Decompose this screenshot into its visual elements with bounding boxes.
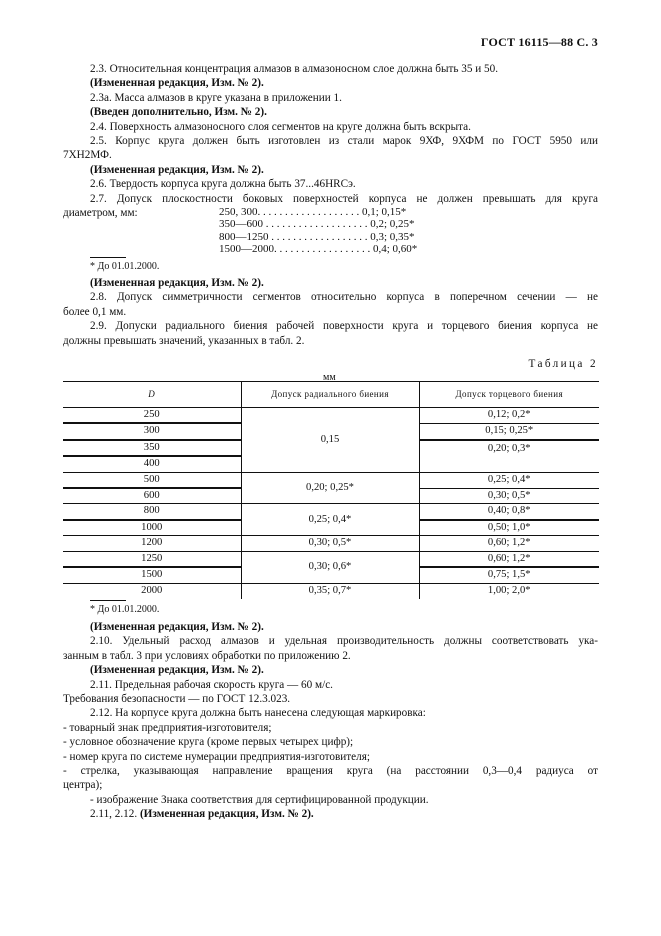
axial-cell: 0,60; 1,2* xyxy=(419,536,599,552)
paragraph-line: 2.7. Допуск плоскостности боковых поверхностей корпуса не должен превышать для круга xyxy=(90,192,598,205)
header-radial: Допуск радиального биения xyxy=(241,382,419,408)
axial-cell: 0,40; 0,8* xyxy=(419,504,599,520)
paragraph-line: 2.4. Поверхность алмазоносного слоя сегментов на круге должна быть вскрыта. xyxy=(90,120,471,133)
paragraph-line: 2.3а. Масса алмазов в круге указана в приложении 1. xyxy=(90,91,342,104)
radial-cell: 0,30; 0,5* xyxy=(241,536,419,552)
axial-cell: 0,20; 0,3* xyxy=(419,440,599,472)
table-row xyxy=(63,472,599,488)
axial-cell: 1,00; 2,0* xyxy=(487,585,531,596)
radial-cell: 0,15 xyxy=(241,408,419,473)
paragraph-line: 2.11, 2.12. (Измененная редакция, Изм. № 2). xyxy=(90,808,314,821)
footnote: * До 01.01.2000. xyxy=(90,604,160,615)
d-cell: 800 xyxy=(63,504,241,520)
axial-cell: 0,25; 0,4* xyxy=(419,472,599,488)
axial-cell: 0,60; 1,2* xyxy=(419,551,599,567)
amendment-note: (Измененная редакция, Изм. № 2). xyxy=(90,277,264,289)
table-row xyxy=(63,504,599,520)
d-cell: 1500 xyxy=(63,567,241,583)
footnote-rule xyxy=(90,257,126,258)
d-cell: 500 xyxy=(63,472,241,488)
radial-cell: 0,25; 0,4* xyxy=(241,504,419,536)
table-row xyxy=(63,408,599,424)
d-cell: 350 xyxy=(63,440,241,456)
paragraph-line: центра); xyxy=(63,779,103,792)
paragraph-line: занным в табл. 3 при условиях обработки по приложению 2. xyxy=(63,649,351,662)
table-row xyxy=(63,583,599,599)
flatness-list xyxy=(219,206,417,256)
paragraph-line: 2.12. На корпусе круга должна быть нанесена следующая маркировка: xyxy=(90,707,426,720)
runout-table xyxy=(63,381,599,599)
list-item: - изображение Знака соответствия для сертифицированной продукции. xyxy=(90,793,429,806)
paragraph-line: 2.8. Допуск симметричности сегментов относительно корпуса в поперечном сечении — не xyxy=(90,291,598,304)
paragraph-line: 2.10. Удельный расход алмазов и удельная производительность должны соответствовать ука- xyxy=(90,635,598,648)
mid-text-block xyxy=(63,276,598,348)
footnote: * До 01.01.2000. xyxy=(90,261,160,272)
header-axial: Допуск торцевого биения xyxy=(419,382,599,408)
d-cell: 1000 xyxy=(63,520,241,536)
amendment-note: (Измененная редакция, Изм. № 2). xyxy=(90,77,264,90)
top-text-block xyxy=(63,62,598,220)
paragraph-line: 2.9. Допуски радиального биения рабочей поверхности круга и торцевого биения корпуса не xyxy=(90,320,598,333)
amendment-note: (Измененная редакция, Изм. № 2). xyxy=(90,664,264,677)
header-d: D xyxy=(63,382,241,408)
d-cell: 1200 xyxy=(63,536,241,552)
list-item: 350—600 . . . . . . . . . . . . . . . . . . . 0,2; 0,25* xyxy=(219,218,415,231)
amendment-note: (Введен дополнительно, Изм. № 2). xyxy=(90,106,267,119)
d-cell: 250 xyxy=(63,408,241,424)
d-cell: 2000 xyxy=(141,585,163,596)
table-row xyxy=(63,551,599,567)
list-item: 1500—2000. . . . . . . . . . . . . . . . . . 0,4; 0,60* xyxy=(219,243,418,256)
radial-cell: 0,20; 0,25* xyxy=(241,472,419,504)
list-item: - товарный знак предприятия-изготовителя; xyxy=(63,721,272,734)
axial-cell: 0,75; 1,5* xyxy=(419,567,599,583)
paragraph-line: 2.3. Относительная концентрация алмазов в алмазоносном слое должна быть 35 и 50. xyxy=(90,63,499,75)
list-item: - стрелка, указывающая направление вращения круга (на расстоянии 0,3—0,4 радиуса от xyxy=(63,765,598,778)
table-unit: мм xyxy=(323,372,336,383)
page-header: ГОСТ 16115—88 С. 3 xyxy=(480,35,598,49)
d-cell: 1250 xyxy=(63,551,241,567)
axial-cell: 0,12; 0,2* xyxy=(419,408,599,424)
paragraph-line: Требования безопасности — по ГОСТ 12.3.023. xyxy=(63,693,291,706)
axial-cell: 0,15; 0,25* xyxy=(419,423,599,439)
paragraph-line: 2.11. Предельная рабочая скорость круга — 60 м/с. xyxy=(90,678,333,691)
radial-cell: 0,30; 0,6* xyxy=(241,551,419,583)
list-item: 250, 300. . . . . . . . . . . . . . . . . . . 0,1; 0,15* xyxy=(219,206,407,218)
axial-cell: 0,30; 0,5* xyxy=(419,488,599,504)
paragraph-line: 2.6. Твердость корпуса круга должна быть 37...46HRCэ. xyxy=(90,178,356,191)
table-header-row xyxy=(63,382,599,408)
bottom-text-block xyxy=(63,620,598,822)
amendment-note: (Измененная редакция, Изм. № 2). xyxy=(90,163,264,176)
d-cell: 400 xyxy=(63,456,241,472)
paragraph-line: более 0,1 мм. xyxy=(63,305,127,318)
paragraph-line: 2.5. Корпус круга должен быть изготовлен из стали марок 9ХФ, 9ХФМ по ГОСТ 5950 или xyxy=(90,135,598,148)
list-item: - условное обозначение круга (кроме первых четырех цифр); xyxy=(63,736,354,749)
paragraph-line: должны превышать значений, указанных в табл. 2. xyxy=(63,334,305,347)
table-row xyxy=(63,536,599,552)
footnote-rule xyxy=(90,600,126,601)
axial-cell: 0,50; 1,0* xyxy=(419,520,599,536)
paragraph-line: диаметром, мм: xyxy=(63,207,138,220)
paragraph-line: 7ХН2МФ. xyxy=(63,149,112,162)
table-caption: Таблица 2 xyxy=(528,358,598,370)
list-item: 800—1250 . . . . . . . . . . . . . . . . . . 0,3; 0,35* xyxy=(219,230,415,243)
radial-cell: 0,35; 0,7* xyxy=(241,583,419,599)
d-cell: 600 xyxy=(63,488,241,504)
d-cell: 300 xyxy=(63,423,241,439)
amendment-note: (Измененная редакция, Изм. № 2). xyxy=(90,621,264,633)
list-item: - номер круга по системе нумерации предприятия-изготовителя; xyxy=(63,750,370,763)
